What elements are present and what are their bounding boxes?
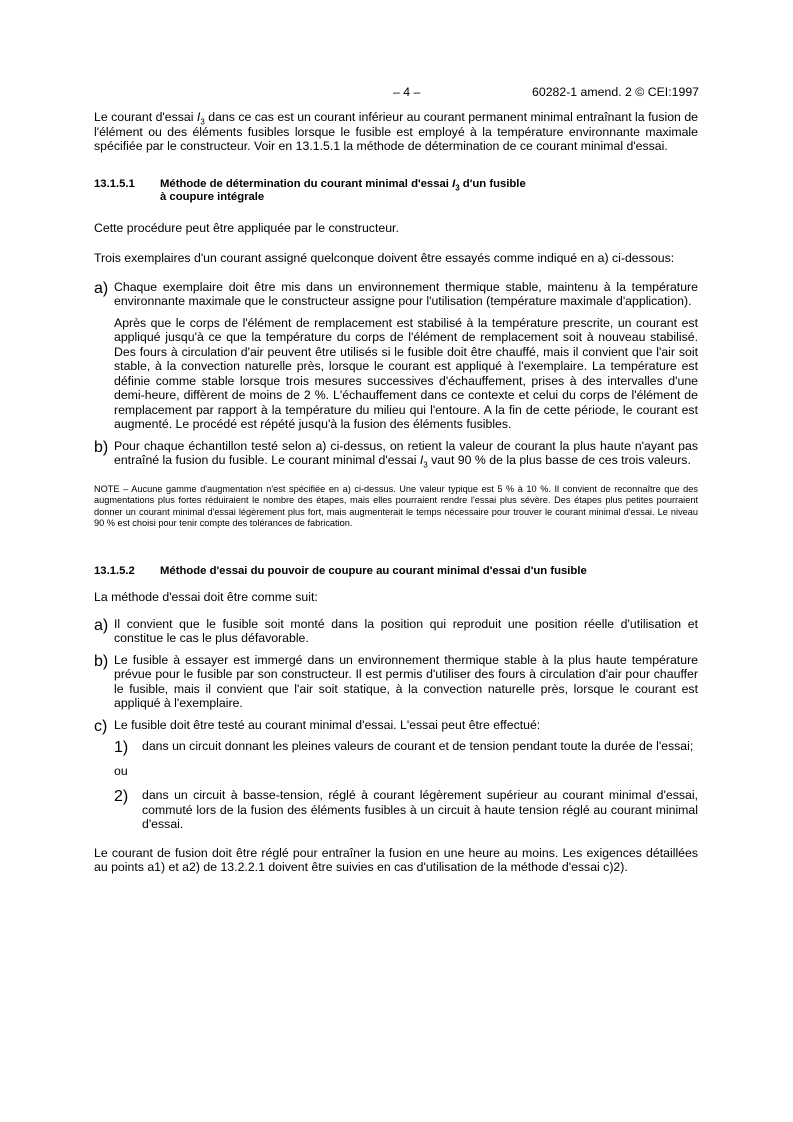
page-number: – 4 – [393,85,421,99]
list-item-b: b) Le fusible à essayer est immergé dans un environnement thermique stable à la plus haute température prévue pour le fusible par son constructeur. Il est permis d'utiliser des fours à circulation d'air pour chauffer le fusible, mais il convient que l'air soit statique, à la convection naturelle près, lorsque le courant est appliqué à l'exemplaire. [94,652,698,710]
section-heading-13-1-5-2: 13.1.5.2 Méthode d'essai du pouvoir de coupure au courant minimal d'essai d'un fusible [94,564,587,577]
note: NOTE – Aucune gamme d'augmentation n'est spécifiée en a) ci-dessus. Une valeur typique est 5 % à 10 %. Il convient de reconnaître que des augmentations plus fortes réduiraient le nombre des étapes, mais elles pourraient rendre l'essai plus sévère. Des étapes plus petites pourraient donner un courant minimal d'essai légèrement plus fort, mais augmenterait le temps nécessaire pour trouver le courant minimal d'essai. Le niveau 90 % est choisi pour tenir compte des tolérances de fabrication. [94,483,698,528]
paragraph: Cette procédure peut être appliquée par le constructeur. [94,220,399,235]
paragraph: La méthode d'essai doit être comme suit: [94,590,318,604]
list-item-a: a) Il convient que le fusible soit monté dans la position qui reproduit une position réelle d'utilisation et constitue le cas le plus défavorable. [94,616,698,645]
section-heading-13-1-5-1: 13.1.5.1 Méthode de détermination du courant minimal d'essai $I_3$ d'un fusible à coupure intégrale [94,177,526,203]
page-body [94,80,698,875]
paragraph: Trois exemplaires d'un courant assigné quelconque doivent être essayés comme indiqué en a) ci-dessous: [94,251,675,265]
final-paragraph: Le courant de fusion doit être réglé pour entraîner la fusion en une heure au moins. Les exigences détaillées au points a1) et a2) de 13.2.2.1 doivent être suivies en cas d'utilisation de la méthode d'essai c)2). [94,845,698,874]
document-reference: 60282-1 amend. 2 © CEI:1997 [532,85,699,99]
sub-list-item-2: 2) dans un circuit à basse-tension, réglé à courant légèrement supérieur au courant minimal d'essai, commuté lors de la fusion des éléments fusibles à un circuit à haute tension réglé au courant minimal d'essai. [114,788,698,831]
list-item-a: a) Chaque exemplaire doit être mis dans un environnement thermique stable, maintenu à la température environnante maximale que le constructeur assigne pour l'utilisation (température maximale d'application). Après que le corps de l'élément de remplacement est stabilisé à la température prescrite, un courant est appliqué jusqu'à ce que la température du corps de l'élément de remplacement soit à nouveau stabilisé. Des fours à circulation d'air peuvent être utilisés si le fusible doit être chauffé, mais il convient que l'air soit stable, à la convection naturelle près, lorsque le courant est appliqué à l'exemplaire. La température est définie comme stable lorsque trois mesures successives d'échauffement, prises à des intervalles d'une demi-heure, diffèrent de moins de 2 %. L'échauffement dans ce contexte et celui du corps de l'élément de remplacement par rapport à la température du milieu qui l'entoure. A la fin de cette période, le courant est augmenté. Le procédé est répété jusqu'à la fusion des éléments fusibles. [94,279,698,431]
list-item-b: b) Pour chaque échantillon testé selon a) ci-dessus, on retient la valeur de courant la plus haute n'ayant pas entraîné la fusion du fusible. Le courant minimal d'essai $I_3$ vaut 90 % de la plus basse de ces trois valeurs. [94,438,698,470]
sub-list-item-1: 1) dans un circuit donnant les pleines valeurs de courant et de tension pendant toute la durée de l'essai; [114,739,694,756]
intro-paragraph: Le courant d'essai $I_3$ dans ce cas est un courant inférieur au courant permanent minimal entraînant la fusion de l'élément ou des éléments fusibles lorsque le fusible est employé à la température environnante maximale spécifiée par le constructeur. Voir en 13.1.5.1 la méthode de détermination de ce courant minimal d'essai. [94,110,699,153]
list-item-c: c) Le fusible doit être testé au courant minimal d'essai. L'essai peut être effectué: [94,717,541,735]
or-text: ou [114,763,128,778]
